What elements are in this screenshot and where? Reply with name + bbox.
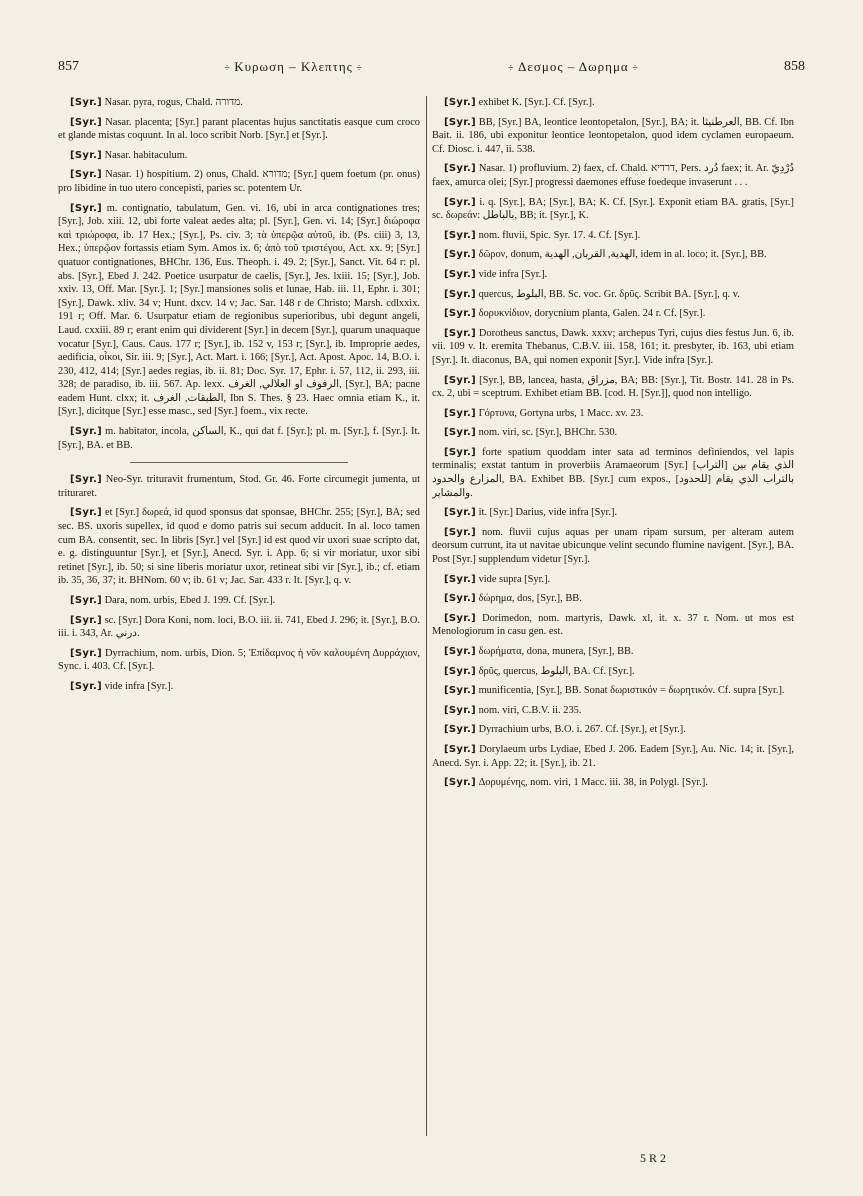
dictionary-entry [432,196,794,223]
dictionary-entry [432,506,794,520]
dictionary-entry [58,614,420,641]
dictionary-entry [432,116,794,157]
dictionary-entry [432,268,794,282]
dictionary-entry [58,647,420,674]
entry-definition: vide infra [Syr.]. [101,680,174,692]
entry-headword: [Syr.] [70,149,102,161]
dictionary-entry [432,307,794,321]
dictionary-entry [432,426,794,440]
dictionary-entry [432,374,794,401]
entry-definition: δωρήματα, dona, munera, [Syr.], BB. [475,646,634,657]
entry-headword: [Syr.] [70,97,102,108]
entry-headword: [Syr.] [444,308,476,320]
dictionary-entry [58,96,420,110]
entry-headword: [Syr.] [70,474,102,486]
dictionary-entry [432,162,794,189]
entry-definition: Dorimedon, nom. martyris, Dawk. xl, it. x. 37 r. Nom. ut mos est Menologiorum in casu gen. est. [432,612,794,638]
entry-definition: Dyrrachium urbs, B.O. i. 267. Cf. [Syr.], et [Syr.]. [475,724,686,736]
entry-definition: Dorotheus sanctus, Dawk. xxxv; archepus Tyri, cujus dies festus Jun. 6, ib. vii. 109 v. It. eremita Thebanus, C.B.V. iii. 158, 161; it. presbyter, ib. 163, ubi etiam [Syr.]. It. diaconus, BA, qui nomen exponit [Syr.]. Vide infra [Syr.]. [432,327,794,366]
column-divider [426,96,427,1136]
entry-definition: δορυκνίδιον, dorycnium planta, Galen. 24 r. Cf. [Syr.]. [475,308,706,320]
entry-definition: exhibet K. [Syr.]. Cf. [Syr.]. [475,97,595,108]
entry-definition: it. [Syr.] Darius, vide infra [Syr.]. [475,507,618,519]
entry-definition: Γόρτυνα, Gortyna urbs, 1 Macc. xv. 23. [475,407,644,419]
entry-headword: [Syr.] [70,595,102,606]
dictionary-entry [58,680,420,694]
entry-headword: [Syr.] [444,116,476,128]
dictionary-entry [432,592,794,606]
entry-headword: [Syr.] [444,685,476,697]
dictionary-entry [432,248,794,262]
dictionary-entry [58,473,420,500]
entry-definition: Nasar. 1) hospitium. 2) onus, Chald. מדורא; [Syr.] quem foetum (pr. onus) pro libidine in tuo utero concepisti, paries sc. potentem Ur. [58,169,420,194]
entry-headword: [Syr.] [444,507,476,519]
left-column [58,96,420,1136]
entry-definition: Nasar. pyra, rogus, Chald. מדורה. [101,97,243,108]
entry-headword: [Syr.] [444,646,476,657]
entry-headword: [Syr.] [444,327,476,339]
dictionary-entry [432,526,794,567]
entry-definition: Nasar. 1) profluvium. 2) faex, cf. Chald. דרדיא, Pers. دُرد faex; it. Ar. دُرْدِيّ faex, amurca olei; [Syr.] progressi daemones effuse foedeque invaserunt . . . [432,163,794,188]
dictionary-entry [432,645,794,659]
entry-headword: [Syr.] [444,593,476,605]
dictionary-entry [58,594,420,608]
entry-definition: [Syr.], BB, lancea, hasta, مزراق, BA; BB: [Syr.], Tit. Bostr. 141. 28 in Ps. cx. 2, ubi = sceptrum. Exhibet etiam BB. [cod. H. [Syr.]], quod non intelligo. [432,374,794,400]
entry-definition: nom. fluvii, Spic. Syr. 17. 4. Cf. [Syr.]. [475,229,641,241]
entry-definition: i. q. [Syr.], BA; [Syr.], BA; K. Cf. [Syr.]. Exponit etiam BA. gratis, [Syr.] sc. δωρεάν: بالباطل, BB; it. [Syr.], K. [432,196,794,222]
entry-definition: vide infra [Syr.]. [475,268,548,280]
section-separator [130,462,347,463]
entry-headword: [Syr.] [70,647,102,659]
dictionary-entry [58,506,420,588]
entry-headword: [Syr.] [444,249,476,261]
entry-headword: [Syr.] [444,427,476,439]
entry-headword: [Syr.] [70,507,102,519]
entry-headword: [Syr.] [444,724,476,736]
dictionary-entry [432,573,794,587]
entry-headword: [Syr.] [444,446,476,458]
entry-definition: vide supra [Syr.]. [475,573,551,585]
entry-headword: [Syr.] [444,407,476,419]
dictionary-entry [58,202,420,420]
dictionary-entry [432,776,794,790]
entry-definition: forte spatium quoddam inter sata ad terminos definiendos, vel lapis terminalis; exstat tantum in proverbiis Aramaeorum [Syr.] [التراب] الذي يقام بين المزارع والحدود, BA. Exhibet BB. [Syr.] cum expos., بالتراب الذي يقام [للحدود] والمشاير. [432,446,794,499]
dictionary-entry [58,168,420,195]
entry-headword: [Syr.] [444,743,476,755]
right-running-title: ÷ Δεσμος – Δωρημα ÷ [508,59,639,75]
dictionary-entry [58,425,420,452]
entry-definition: nom. fluvii cujus aquas per unam ripam sursum, per alteram autem deorsum currunt, ita ut navitae ubicunque velint secundo flumine navigent. [Syr.], BA. Post [Syr.] supplendum videtur [Syr.]. [432,526,794,566]
dictionary-entry [432,743,794,770]
dictionary-entry [432,665,794,679]
entry-headword: [Syr.] [444,288,476,300]
entry-definition: δρῦς, quercus, البلوط, BA. Cf. [Syr.]. [475,665,635,677]
entry-headword: [Syr.] [444,268,476,280]
entry-definition: m. habitator, incola, الساكن, K., qui dat f. [Syr.]; pl. m. [Syr.], f. [Syr.]. It. [Syr.], BA. et BB. [58,426,420,451]
right-column [432,96,794,1136]
entry-headword: [Syr.] [70,614,102,626]
dictionary-entry [432,288,794,302]
entry-definition: Δορυμένης, nom. viri, 1 Macc. iii. 38, in Polygl. [Syr.]. [475,777,708,789]
entry-definition: nom. viri, sc. [Syr.], BHChr. 530. [475,427,618,439]
dictionary-entry [432,327,794,368]
entry-definition: Nasar. habitaculum. [101,149,188,161]
entry-headword: [Syr.] [444,229,476,241]
entry-headword: [Syr.] [70,169,102,181]
entry-definition: δῶρον, donum, الهدية, القربان, الهدية, idem in al. loco; it. [Syr.], BB. [475,249,767,261]
entry-definition: et [Syr.] δωρεά, id quod sponsus dat sponsae, BHChr. 255; [Syr.], BA; sed sec. BS. uxoris supellex, id quod e domo patris sui secum adducit. In al. loco tamen cum BA. consentit, sec. In libris [Syr.] vel [Syr.] id est quod vir uxori suae scripto dat, e. g. distinguuntur [Syr.], et [Syr.], Anecd. Syr. i. App. 6; si vir moriatur, uxor sibi retinet [Syr.], ib. 50; si sine liberis moriatur uxor, retineat sibi vir [Syr.], ib.; cf. etiam ib. 35, 36, 37; it. BHNom. 60 v; ib. 61 v; Jac. Sar. 433 r. It. [Syr.], q. v. [58,507,420,587]
entry-definition: nom. viri, C.B.V. ii. 235. [475,704,582,716]
entry-definition: quercus, البلوط, BB. Sc. voc. Gr. δρῦς. Scribit BA. [Syr.], q. v. [475,288,740,300]
entry-headword: [Syr.] [444,573,476,585]
dictionary-entry [58,116,420,143]
entry-headword: [Syr.] [444,612,476,624]
signature-mark: 5 R 2 [640,1151,667,1165]
entry-definition: munificentia, [Syr.], BB. Sonat δωριστικόν = δωρητικόν. Cf. supra [Syr.]. [475,685,785,697]
entry-definition: Dyrrachium, nom. urbis, Dion. 5; Ἐπίδαμνος ἡ νῦν καλουμένη Δυρράχιον, Sync. i. 403. Cf. [Syr.]. [58,647,420,673]
entry-headword: [Syr.] [444,97,476,108]
entry-definition: m. contignatio, tabulatum, Gen. vi. 16, ubi in arca contignationes tres; [Syr.], Job. xiii. 12, ubi forte valeat aedes alta; pl. [Syr.], Gen. vi. 14; [Syr.] διώροφα καὶ τριώροφα, ib. 17 Hex.; [Syr.], Ps. civ. 3; τὰ ὑπερῷα αὐτοῦ, ib. (Ps. ciii) 3, 13, Hex.; ὑπερῷον fortassis etiam Sym. Amos ix. 6; ἀπὸ τοῦ τριστέγου, Act. xx. 9; [Syr.] quatuor contignationes, BHChr. 136, Eus. Theoph. i. 49. 2; [Syr.], Sanct. Vit. 64 r: pl. abs. [Syr.], Ebed J. 242. Poetice usurpatur de caelis, [Syr.], Jes. lxiii. 15; [Syr.], Job. xxiv. 13, Off. Mar. [Syr.]. 1; [Syr.] mansiones solis et lunae, Hab. iii. 11, Ephr. i. 301; [Syr.], Dawk. xliv. 34 v; Hunt. dxcv. 14 v; Jac. Sar. 148 r de Christo; Marsh. cdlxxix. 191 r; Off. Mar. 6. Usurpatur etiam de regionibus superioribus, ubi degunt angeli, Laud. cxxiii. 89 r; erant enim qui dividerent [Syr.] in decem [Syr.], quarum unaquaque vocatur [Syr.], Caus. Caus. 177 r; [Syr.], ib. 152 v, 153 r; [Syr.], ib. Improprie aedes, aedificia, οἶκοι, Sir. iii. 9; [Syr.], Act. Mart. i. 166; [Syr.], Act. Apost. Apoc. 14, B.O. i. 230, 412, 414; [Syr.] aedes regias, ib. ii. 81; Doc. Syr. 17, Ephr. i. 57, 112, ii. 293, iii. 328; de paradiso, ib. iii. 567. Ap. lexx. الرفوف او العلالي, الغرف, [Syr.], BA; pacne eadem Hunt. clxx; it. الطبقات, الغرف, Ibn S. Thes. § 23. Haec omnia etiam K., it. [Syr.], dicitque [Syr.] esse masc., sed [Syr.] foem., vix recte. [58,202,420,418]
entry-definition: δώρημα, dos, [Syr.], BB. [475,593,582,605]
entry-definition: Dara, nom. urbis, Ebed J. 199. Cf. [Syr.]. [101,595,276,606]
entry-definition: sc. [Syr.] Dora Koni, nom. loci, B.O. iii. ii. 741, Ebed J. 296; it. [Syr.], B.O. iii. i. 343, Ar. درني. [58,614,420,640]
right-page-number: 858 [783,59,805,74]
entry-headword: [Syr.] [444,374,476,386]
entry-definition: Neo-Syr. trituravit frumentum, Stod. Gr. 46. Forte circumegit jumenta, ut trituraret. [58,474,420,499]
dictionary-entry [432,612,794,639]
left-page-number: 857 [58,59,79,74]
dictionary-entry [432,96,794,110]
entry-definition: BB, [Syr.] BA, leontice leontopetalon, [Syr.], BA; it. العرطنيثا, BB. Cf. Ibn Bait. ii. 186, ubi exponitur leontice leontopetalon, quod idem cyclamen europaeum. Cf. Diosc. i. 447, ii. 538. [432,116,794,155]
page-header [58,52,805,82]
dictionary-entry [432,704,794,718]
entry-headword: [Syr.] [444,526,476,538]
dictionary-entry [58,149,420,163]
dictionary-entry [432,229,794,243]
dictionary-entry [432,407,794,421]
entry-definition: Dorylaeum urbs Lydiae, Ebed J. 206. Eadem [Syr.], Au. Nic. 14; it. [Syr.], Anecd. Syr. i. App. 22; it. [Syr.], ib. 21. [432,743,794,769]
entry-definition: Nasar. placenta; [Syr.] parant placentas hujus sanctitatis easque cum croco et glande mistas coquunt. In al. loco scribit Norb. [Syr.] et [Syr.]. [58,116,420,142]
entry-headword: [Syr.] [70,426,102,438]
entry-headword: [Syr.] [444,196,476,208]
entry-headword: [Syr.] [70,202,102,214]
entry-headword: [Syr.] [444,665,476,677]
left-running-title: ÷ Κυρωση – Κλεπτης ÷ [224,59,363,75]
entry-headword: [Syr.] [70,116,102,128]
entry-headword: [Syr.] [70,680,102,692]
entry-headword: [Syr.] [444,163,476,175]
entry-headword: [Syr.] [444,777,476,789]
dictionary-entry [432,723,794,737]
entry-headword: [Syr.] [444,704,476,716]
dictionary-entry [432,684,794,698]
dictionary-entry [432,446,794,500]
